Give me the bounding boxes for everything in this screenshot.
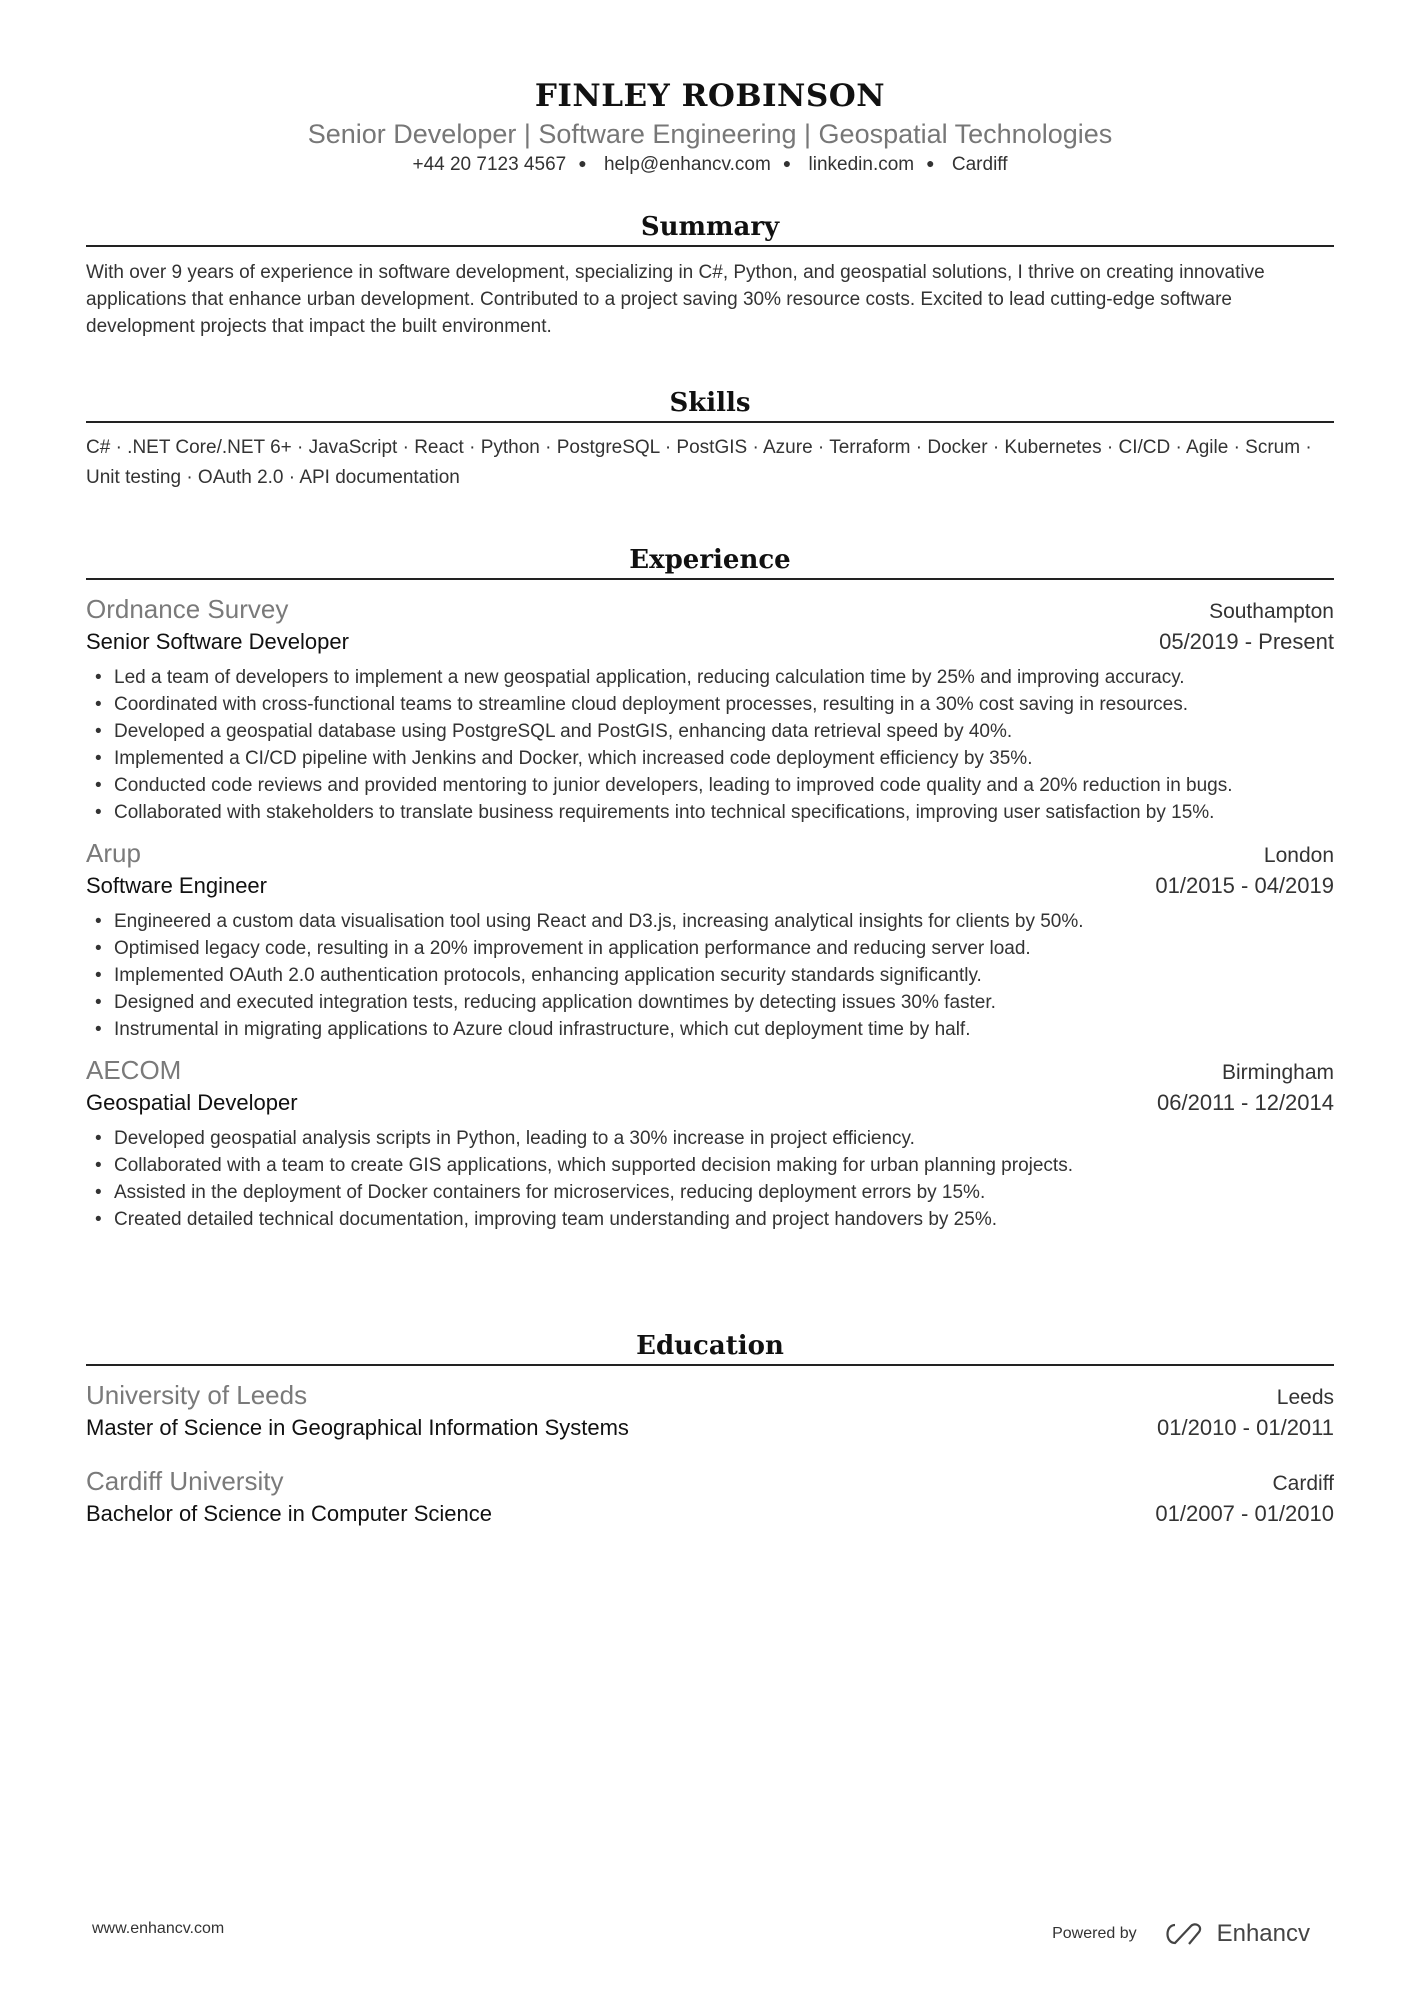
bullet-item: • Collaborated with a team to create GIS applications, which supported decision making for urban planning projects. [86,1152,1334,1179]
enhancv-logo [1161,1920,1310,1948]
job-title: Software Engineer [86,873,267,898]
enhancv-logo-icon [1161,1922,1207,1946]
job-bullets [86,1125,1334,1233]
bullet-item: • Implemented OAuth 2.0 authentication protocols, enhancing application security standards significantly. [86,962,1334,989]
section-title: Education [86,1326,1334,1366]
company-name: AECOM [86,1055,182,1085]
school-name: University of Leeds [86,1380,308,1410]
bullet-item: • Optimised legacy code, resulting in a 20% improvement in application performance and reducing server load. [86,935,1334,962]
bullet-item: • Engineered a custom data visualisation tool using React and D3.js, increasing analytical insights for clients by 50%. [86,908,1334,935]
job-title: Senior Software Developer [86,629,349,654]
bullet-item: • Assisted in the deployment of Docker containers for microservices, reducing deployment errors by 15%. [86,1179,1334,1206]
job-dates: 06/2011 - 12/2014 [1157,1090,1334,1115]
job-location: London [1263,844,1334,867]
school-name: Cardiff University [86,1466,284,1496]
linkedin-link[interactable]: linkedin.com [808,154,915,175]
contact-info: +44 20 7123 4567 ● help@enhancv.com ● linkedin.com ● Cardiff [412,154,1008,175]
bullet-item: • Conducted code reviews and provided mentoring to junior developers, leading to improved code quality and a 20% reduction in bugs. [86,772,1334,799]
company-name: Ordnance Survey [86,594,289,624]
job-entry [86,836,1334,1043]
job-dates: 01/2015 - 04/2019 [1155,873,1334,898]
candidate-name: FINLEY ROBINSON [534,78,886,114]
phone: +44 20 7123 4567 [412,154,567,175]
bullet-item: • Coordinated with cross-functional teams to streamline cloud deployment processes, resulting in a 30% cost saving in resources. [86,691,1334,718]
headline: Senior Developer | Software Engineering | Geospatial Technologies [307,119,1113,149]
education-dates: 01/2007 - 01/2010 [1155,1501,1334,1526]
bullet-item: • Implemented a CI/CD pipeline with Jenkins and Docker, which increased code deployment efficiency by 35%. [86,745,1334,772]
school-location: Leeds [1276,1386,1334,1409]
bullet-item: • Developed geospatial analysis scripts in Python, leading to a 30% increase in project efficiency. [86,1125,1334,1152]
email-link[interactable]: help@enhancv.com [603,154,771,175]
education-dates: 01/2010 - 01/2011 [1157,1415,1334,1440]
powered-by-label: Powered by [1052,1925,1137,1942]
education-entry [86,1378,1334,1444]
education-entry [86,1464,1334,1530]
job-location: Southampton [1209,600,1334,623]
degree: Bachelor of Science in Computer Science [86,1501,492,1526]
school-location: Cardiff [1272,1472,1334,1495]
section-title: Summary [86,207,1334,247]
job-bullets [86,908,1334,1043]
footer-website[interactable]: www.enhancv.com [92,1920,225,1937]
bullet-item: • Created detailed technical documentation, improving team understanding and project handovers by 25%. [86,1206,1334,1233]
skills-section [86,383,1334,493]
job-entry [86,1053,1334,1233]
location: Cardiff [951,154,1008,175]
bullet-item: • Collaborated with stakeholders to translate business requirements into technical specifications, improving user satisfaction by 15%. [86,799,1334,826]
job-entry [86,592,1334,826]
summary-text: With over 9 years of experience in software development, specializing in C#, Python, and geospatial solutions, I thrive on creating innovative applications that enhance urban development. Contributed to a project saving 30% resource costs. Excited to lead cutting-edge software development projects that impact the built environment. [86,262,1265,337]
footer-powered [1052,1920,1310,1948]
bullet-item: • Designed and executed integration tests, reducing application downtimes by detecting issues 30% faster. [86,989,1334,1016]
section-title: Experience [86,540,1334,580]
bullet-item: • Developed a geospatial database using PostgreSQL and PostGIS, enhancing data retrieval speed by 40%. [86,718,1334,745]
experience-section [86,540,1334,1233]
education-section [86,1326,1334,1530]
bullet-item: • Led a team of developers to implement a new geospatial application, reducing calculation time by 25% and improving accuracy. [86,664,1334,691]
skills-list: C# · .NET Core/.NET 6+ · JavaScript · React · Python · PostgreSQL · PostGIS · Azure · Terraform · Docker · Kubernetes · CI/CD · Agile · Scrum · Unit testing · OAuth 2.0 · API documentation [86,437,1312,488]
job-bullets [86,664,1334,826]
section-title: Skills [86,383,1334,423]
company-name: Arup [86,838,141,868]
job-location: Birmingham [1221,1061,1334,1084]
degree: Master of Science in Geographical Information Systems [86,1415,629,1440]
bullet-item: • Instrumental in migrating applications to Azure cloud infrastructure, which cut deployment time by half. [86,1016,1334,1043]
job-dates: 05/2019 - Present [1159,629,1334,654]
brand-name: Enhancv [1216,1920,1310,1947]
job-title: Geospatial Developer [86,1090,298,1115]
summary-section [86,207,1334,340]
